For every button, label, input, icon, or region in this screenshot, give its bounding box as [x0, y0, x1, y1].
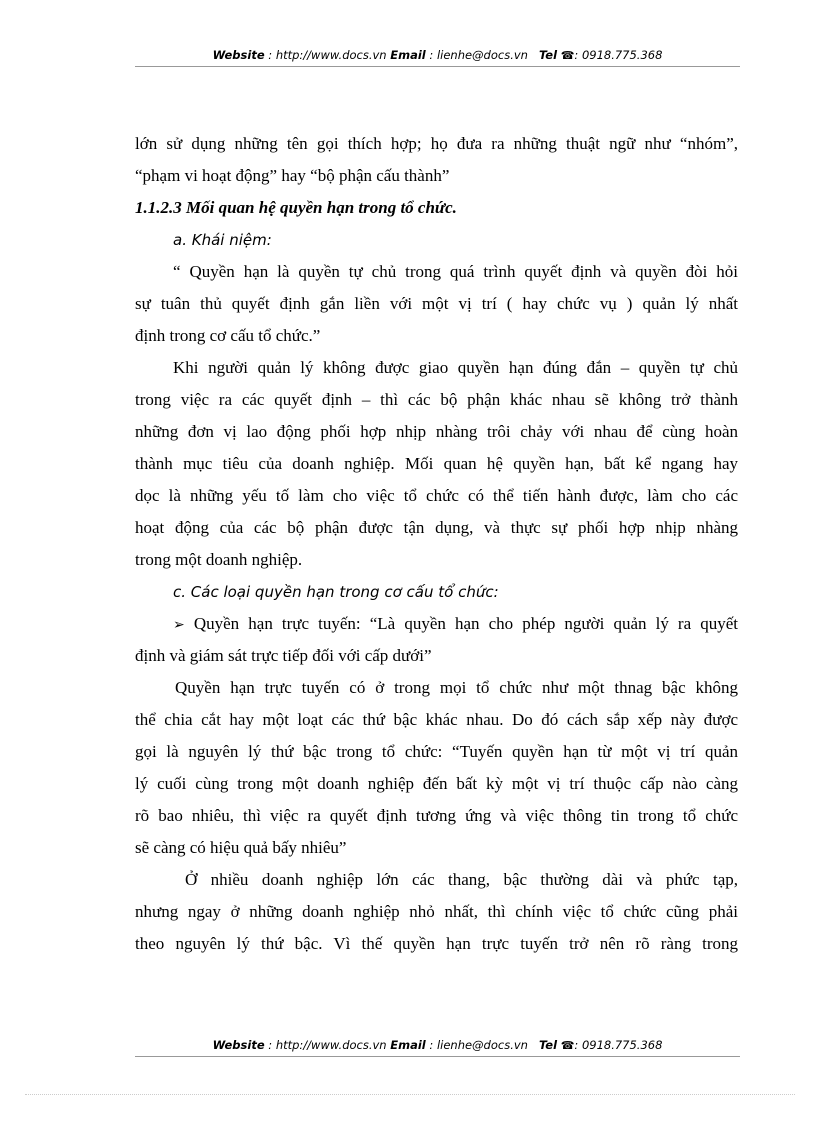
arrow-bullet-icon: ➢	[173, 617, 185, 633]
footer-divider	[135, 1056, 740, 1057]
footer-website-sep: :	[264, 1038, 276, 1052]
footer-website-url[interactable]: http://www.docs.vn	[275, 1038, 387, 1052]
body-line: “ Quyền hạn là quyền tự chủ trong quá trình quyết định và quyền đòi hỏi	[173, 262, 738, 281]
header-website-url[interactable]: http://www.docs.vn	[275, 48, 387, 62]
body-line: rõ bao nhiêu, thì việc ra quyết định tương ứng và việc thông tin trong tổ chức	[135, 806, 738, 825]
header-divider	[135, 66, 740, 67]
body-line: gọi là nguyên lý thứ bậc trong tổ chức: “Tuyến quyền hạn từ một vị trí quản	[135, 742, 738, 761]
subheading-concept: a. Khái niệm:	[173, 231, 272, 249]
body-line: thành mục tiêu của doanh nghiệp. Mối quan hệ quyền hạn, bất kể ngang hay	[135, 454, 738, 473]
header-website-label: Website	[212, 48, 265, 62]
header-email[interactable]: lienhe@docs.vn	[436, 48, 528, 62]
body-line: dọc là những yếu tố làm cho việc tổ chức có thể tiến hành được, làm cho các	[135, 486, 738, 505]
header-email-label: Email	[390, 48, 426, 62]
header-tel-label: Tel	[538, 48, 558, 62]
page-bottom-edge	[25, 1094, 795, 1095]
subheading-authority-types: c. Các loại quyền hạn trong cơ cấu tổ chức:	[173, 583, 499, 601]
footer-email-sep: :	[425, 1038, 437, 1052]
header-phone: 0918.775.368	[581, 48, 663, 62]
page-header	[135, 48, 740, 62]
body-line: định trong cơ cấu tổ chức.”	[135, 326, 321, 345]
body-line: những đơn vị lao động phối hợp nhịp nhàng trôi chảy với nhau để cùng hoàn	[135, 422, 738, 441]
page-footer	[135, 1038, 740, 1052]
footer-tel-label: Tel	[538, 1038, 558, 1052]
phone-icon: ☎	[560, 1039, 575, 1052]
body-line: định và giám sát trực tiếp đối với cấp dưới”	[135, 646, 432, 665]
body-line: trong một doanh nghiệp.	[135, 550, 303, 569]
phone-icon: ☎	[560, 49, 575, 62]
section-heading: 1.1.2.3 Mối quan hệ quyền hạn trong tổ chức.	[135, 198, 457, 217]
body-line: Quyền hạn trực tuyến có ở trong mọi tổ chức như một thnag bậc không	[175, 678, 738, 697]
body-line: thể chia cắt hay một loạt các thứ bậc khác nhau. Do đó cách sắp xếp này được	[135, 710, 738, 729]
footer-website-label: Website	[212, 1038, 265, 1052]
body-line: nhưng ngay ở những doanh nghiệp nhỏ nhất, thì chính việc tổ chức cũng phải	[135, 902, 738, 921]
body-line: theo nguyên lý thứ bậc. Vì thế quyền hạn trực tuyến trở nên rõ ràng trong	[135, 934, 738, 953]
footer-phone-sep: :	[574, 1038, 582, 1052]
body-line: “phạm vi hoạt động” hay “bộ phận cấu thành”	[135, 166, 450, 185]
bullet-text: Quyền hạn trực tuyến: “Là quyền hạn cho phép người quản lý ra quyết	[193, 614, 738, 633]
footer-email-label: Email	[390, 1038, 426, 1052]
body-line: lớn sử dụng những tên gọi thích hợp; họ đưa ra những thuật ngữ như “nhóm”,	[135, 134, 738, 153]
body-line: Khi người quản lý không được giao quyền hạn đúng đắn – quyền tự chủ	[173, 358, 738, 377]
body-line: sẽ càng có hiệu quả bấy nhiêu”	[135, 838, 347, 857]
footer-email[interactable]: lienhe@docs.vn	[436, 1038, 528, 1052]
footer-phone: 0918.775.368	[581, 1038, 663, 1052]
body-line: hoạt động của các bộ phận được tận dụng, và thực sự phối hợp nhịp nhàng	[135, 518, 738, 537]
header-email-sep: :	[425, 48, 437, 62]
body-line: trong việc ra các quyết định – thì các bộ phận khác nhau sẽ không trở thành	[135, 390, 738, 409]
body-line: sự tuân thủ quyết định gắn liền với một vị trí ( hay chức vụ ) quản lý nhất	[135, 294, 738, 313]
body-line: Ở nhiều doanh nghiệp lớn các thang, bậc thường dài và phức tạp,	[185, 870, 738, 889]
bullet-line	[135, 610, 738, 642]
header-phone-sep: :	[574, 48, 582, 62]
header-website-sep: :	[264, 48, 276, 62]
document-body	[135, 130, 738, 962]
body-line: lý cuối cùng trong một doanh nghiệp đến bất kỳ một vị trí thuộc cấp nào càng	[135, 774, 738, 793]
